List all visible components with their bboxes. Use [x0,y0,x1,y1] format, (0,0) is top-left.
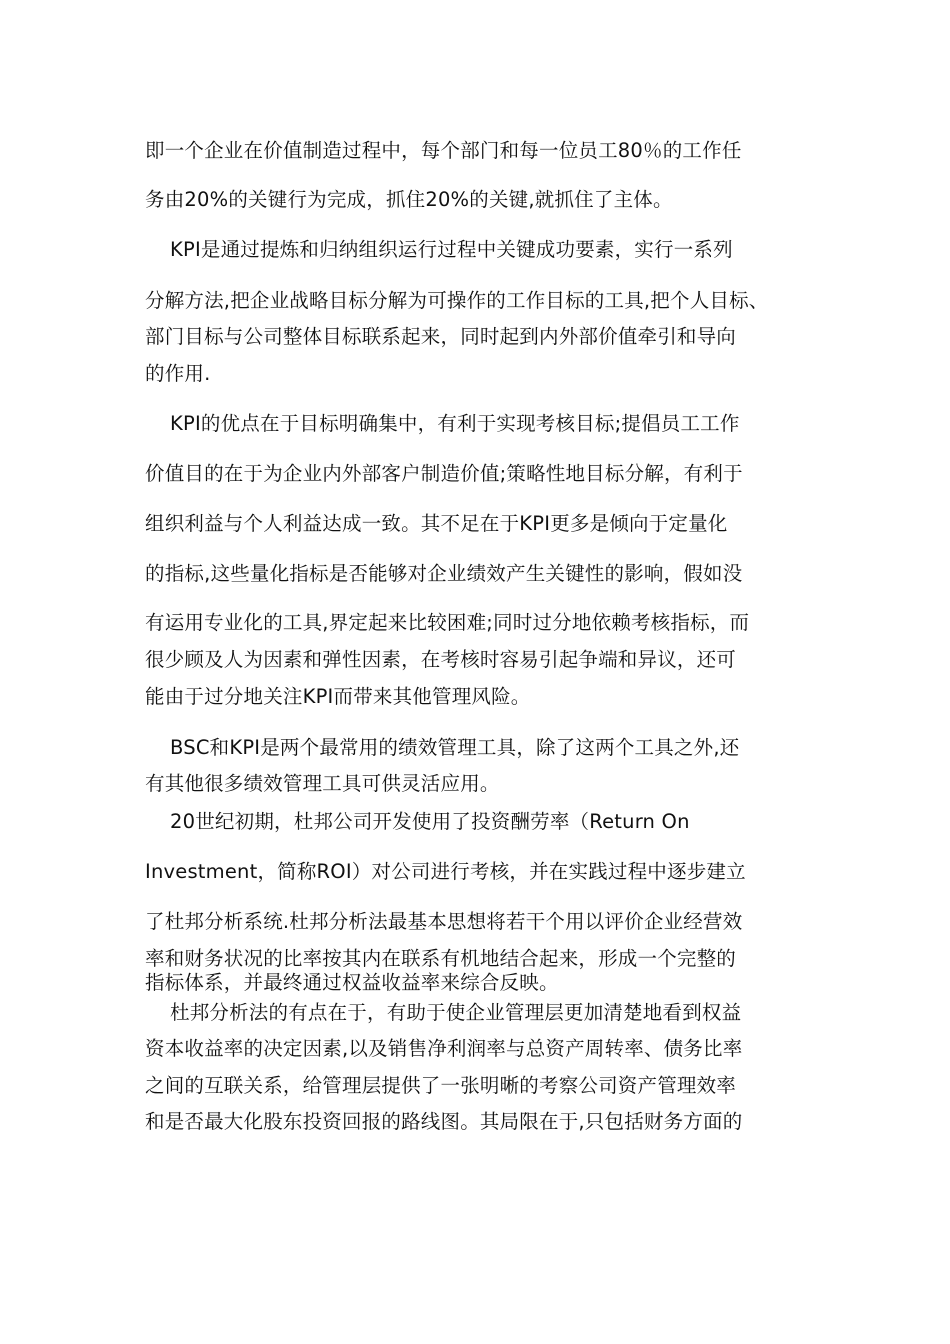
text-line: 组织利益与个人利益达成一致。其不足在于KPI更多是倾向于定量化 [145,512,728,535]
text-line: BSC和KPI是两个最常用的绩效管理工具，除了这两个工具之外,还 [170,736,740,759]
text-line: KPI是通过提炼和归纳组织运行过程中关键成功要素，实行一系列 [170,238,733,261]
text-line: 分解方法,把企业战略目标分解为可操作的工作目标的工具,把个人目标、 [145,289,769,312]
text-line: 有其他很多绩效管理工具可供灵活应用。 [145,772,500,795]
text-line: KPI的优点在于目标明确集中，有利于实现考核目标;提倡员工工作 [170,412,740,435]
text-line: 部门目标与公司整体目标联系起来，同时起到内外部价值牵引和导向 [145,325,737,348]
text-line: 很少顾及人为因素和弹性因素，在考核时容易引起争端和异议，还可 [145,648,737,671]
text-line: 和是否最大化股东投资回报的路线图。其局限在于,只包括财务方面的 [145,1110,743,1133]
text-line: Investment，简称ROI）对公司进行考核，并在实践过程中逐步建立 [145,860,746,883]
text-line: 即一个企业在价值制造过程中，每个部门和每一位员工80％的工作任 [145,139,742,162]
text-line: 了杜邦分析系统.杜邦分析法最基本思想将若干个用以评价企业经营效 [145,910,743,933]
text-line: 的作用. [145,362,211,385]
text-line: 价值目的在于为企业内外部客户制造价值;策略性地目标分解，有利于 [145,462,743,485]
text-line: 务由20%的关键行为完成，抓住20%的关键,就抓住了主体。 [145,188,673,211]
text-line: 有运用专业化的工具,界定起来比较困难;同时过分地依赖考核指标，而 [145,611,750,634]
text-line: 20世纪初期，杜邦公司开发使用了投资酬劳率（Return On [170,810,690,833]
text-line: 资本收益率的决定因素,以及销售净利润率与总资产周转率、债务比率 [145,1037,743,1060]
text-line: 指标体系，并最终通过权益收益率来综合反映。 [145,971,559,994]
text-line: 率和财务状况的比率按其内在联系有机地结合起来，形成一个完整的 [145,947,737,970]
text-line: 杜邦分析法的有点在于，有助于使企业管理层更加清楚地看到权益 [170,1001,742,1024]
text-line: 的指标,这些量化指标是否能够对企业绩效产生关键性的影响，假如没 [145,562,743,585]
text-line: 能由于过分地关注KPI而带来其他管理风险。 [145,685,531,708]
text-line: 之间的互联关系，给管理层提供了一张明晰的考察公司资产管理效率 [145,1074,737,1097]
